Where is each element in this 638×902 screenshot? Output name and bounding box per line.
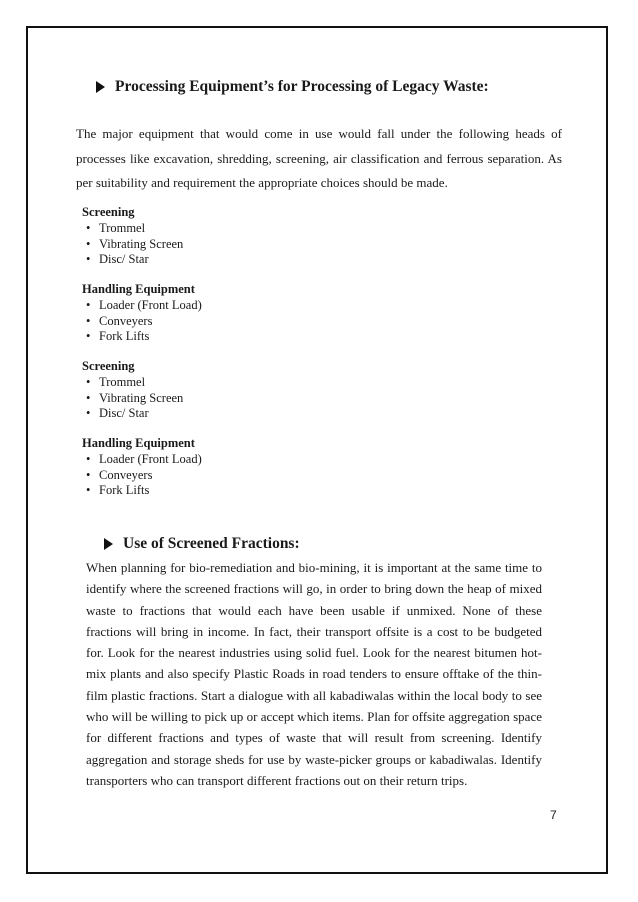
list-item-text: Trommel [99,374,146,389]
list-item [82,314,202,330]
page-number: 7 [550,808,557,822]
group-list [82,452,202,499]
group-title: Screening [82,205,135,219]
bullet-icon: • [86,406,91,421]
bullet-icon: • [86,374,91,389]
bullet-icon: • [86,236,91,251]
list-item-text: Trommel [99,220,146,235]
list-item-text: Fork Lifts [99,483,150,498]
group-title: Screening [82,359,135,373]
group-list [82,221,183,268]
equipment-group [82,282,202,345]
list-item [82,298,202,314]
group-list [82,298,202,345]
list-item [82,375,183,391]
list-item-text: Fork Lifts [99,329,150,344]
bullet-icon: • [86,329,91,344]
arrow-bullet-icon [104,538,113,550]
list-item-text: Loader (Front Load) [99,297,202,312]
group-title: Handling Equipment [82,436,195,450]
group-title: Handling Equipment [82,282,195,296]
list-item [82,452,202,468]
bullet-icon: • [86,252,91,267]
list-item [82,329,202,345]
group-list [82,375,183,422]
screened-fractions-paragraph: When planning for bio-remediation and bio-mining, it is important at the same time to identify where the screened fractions will go, in order to bring down the heap of mixed waste to fractions that would each have been usable if unmixed. None of these fractions will bring in income. In fact, their transport offsite is a cost to be budgeted for. Look for the nearest industries using solid fuel. Look for the nearest bitumen hot-mix plants and also specify Plastic Roads in road tenders to ensure offtake of the thin-film plastic fractions. Start a dialogue with all kabadiwalas within the local body to see who will be willing to pick up or accept which items. Plan for offsite aggregation space for different fractions and types of waste that will result from screening. Identify aggregation and storage sheds for use by waste-picker groups or kabadiwalas. Identify transporters who can transport different fractions out on their return trips. [86,560,542,788]
list-item [82,468,202,484]
list-item-text: Loader (Front Load) [99,451,202,466]
list-item-text: Vibrating Screen [99,390,184,405]
list-item-text: Disc/ Star [99,252,149,267]
equipment-group [82,359,183,422]
arrow-bullet-icon [96,81,105,93]
equipment-group [82,205,183,268]
list-item [82,252,183,268]
bullet-icon: • [86,220,91,235]
section-heading-screened-fractions [104,535,300,553]
bullet-icon: • [86,451,91,466]
list-item [82,237,183,253]
bullet-icon: • [86,467,91,482]
list-item-text: Conveyers [99,313,153,328]
list-item [82,391,183,407]
bullet-icon: • [86,483,91,498]
list-item-text: Vibrating Screen [99,236,184,251]
section-heading-text: Processing Equipment’s for Processing of Legacy Waste: [115,78,489,95]
bullet-icon: • [86,313,91,328]
equipment-group [82,436,202,499]
intro-paragraph: The major equipment that would come in use would fall under the following heads of processes like excavation, shredding, screening, air classification and ferrous separation. As per suitability and requirement the appropriate choices should be made. [76,126,562,190]
bullet-icon: • [86,390,91,405]
section-heading-processing-equipment [96,78,489,96]
bullet-icon: • [86,297,91,312]
list-item [82,221,183,237]
section-heading-text: Use of Screened Fractions: [123,535,300,552]
list-item-text: Disc/ Star [99,406,149,421]
list-item-text: Conveyers [99,467,153,482]
list-item [82,406,183,422]
list-item [82,483,202,499]
